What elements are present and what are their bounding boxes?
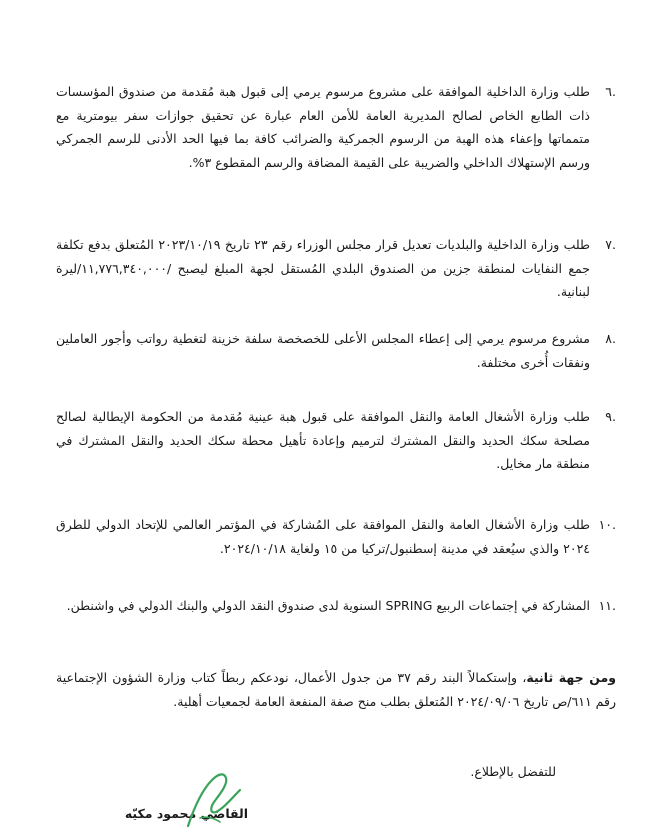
- signatory-name: القاضي محمود مكيّه: [124, 806, 248, 821]
- agenda-item-6: [56, 80, 616, 174]
- item-number: .٧: [605, 237, 616, 252]
- handwritten-signature-icon: [180, 768, 250, 830]
- agenda-item-11: [56, 594, 616, 618]
- agenda-item-9: [56, 405, 616, 476]
- item-number: .٦: [605, 84, 616, 99]
- item-text: طلب وزارة الأشغال العامة والنقل الموافقة على قبول هبة عينية مُقدمة من الحكومة الإيطالية لصالح مصلحة سكك الحديد والنقل المشترك لترميم وإعادة تأهيل محطة سكك الحديد والنقل المشترك في منطقة مار مخايل.: [56, 409, 590, 471]
- agenda-item-10: [56, 513, 616, 560]
- item-text: طلب وزارة الداخلية والبلديات تعديل قرار مجلس الوزراء رقم ٢٣ تاريخ ٢٠٢٣/١٠/١٩ المُتعلق بدفع تكلفة جمع النفايات لمنطقة جزين من الصندوق البلدي المُستقل لجهة المبلغ ليصبح /١١,٧٧٦,٣٤٠,٠٠٠/ليرة لبنانية.: [56, 237, 591, 299]
- agenda-item-7: [56, 233, 616, 304]
- item-number: .٩: [605, 409, 616, 424]
- agenda-item-8: [56, 327, 616, 374]
- second-part-text: ، وإستكمالاً البند رقم ٣٧ من جدول الأعمال، نودعكم ربطاً كتاب وزارة الشؤون الإجتماعية رقم ٦١١/ص تاريخ ٢٠٢٤/٠٩/٠٦ المُتعلق بطلب منح صفة المنفعة العامة لجمعيات أهلية.: [56, 670, 616, 709]
- second-part-lead: ومن جهة ثانية: [526, 670, 616, 685]
- item-number: .٨: [605, 331, 616, 346]
- item-number: .١٠: [598, 517, 616, 532]
- item-text: المشاركة في إجتماعات الربيع SPRING السنوية لدى صندوق النقد الدولي والبنك الدولي في واشنطن.: [66, 598, 590, 613]
- item-text: مشروع مرسوم يرمي إلى إعطاء المجلس الأعلى للخصخصة سلفة خزينة لتغطية رواتب وأجور العاملين ونفقات أُخرى مختلفة.: [56, 331, 590, 370]
- item-text: طلب وزارة الأشغال العامة والنقل الموافقة على المُشاركة في المؤتمر العالمي للإتحاد الدولي للطرق ٢٠٢٤ والذي سيُعقد في مدينة إسطنبول/تركيا من ١٥ ولغاية ٢٠٢٤/١٠/١٨.: [56, 517, 590, 556]
- item-number: .١١: [598, 598, 616, 613]
- item-text: طلب وزارة الداخلية الموافقة على مشروع مرسوم يرمي إلى قبول هبة مُقدمة من صندوق المؤسسات ذات الطابع الخاص لصالح المديرية العامة للأمن العام عبارة عن تحقيق جوازات سفر بيومترية مع متمماتها وإعفاء هذه الهبة من الرسوم الجمركية والضرائب كافة بما فيها الحد الأدنى للرسم الجمركي ورسم الإستهلاك الداخلي والضريبة على القيمة المضافة والرسم المقطوع ٣%.: [56, 84, 590, 170]
- closing-line: للتفضل بالإطلاع.: [470, 764, 556, 779]
- second-part-paragraph: [56, 666, 616, 713]
